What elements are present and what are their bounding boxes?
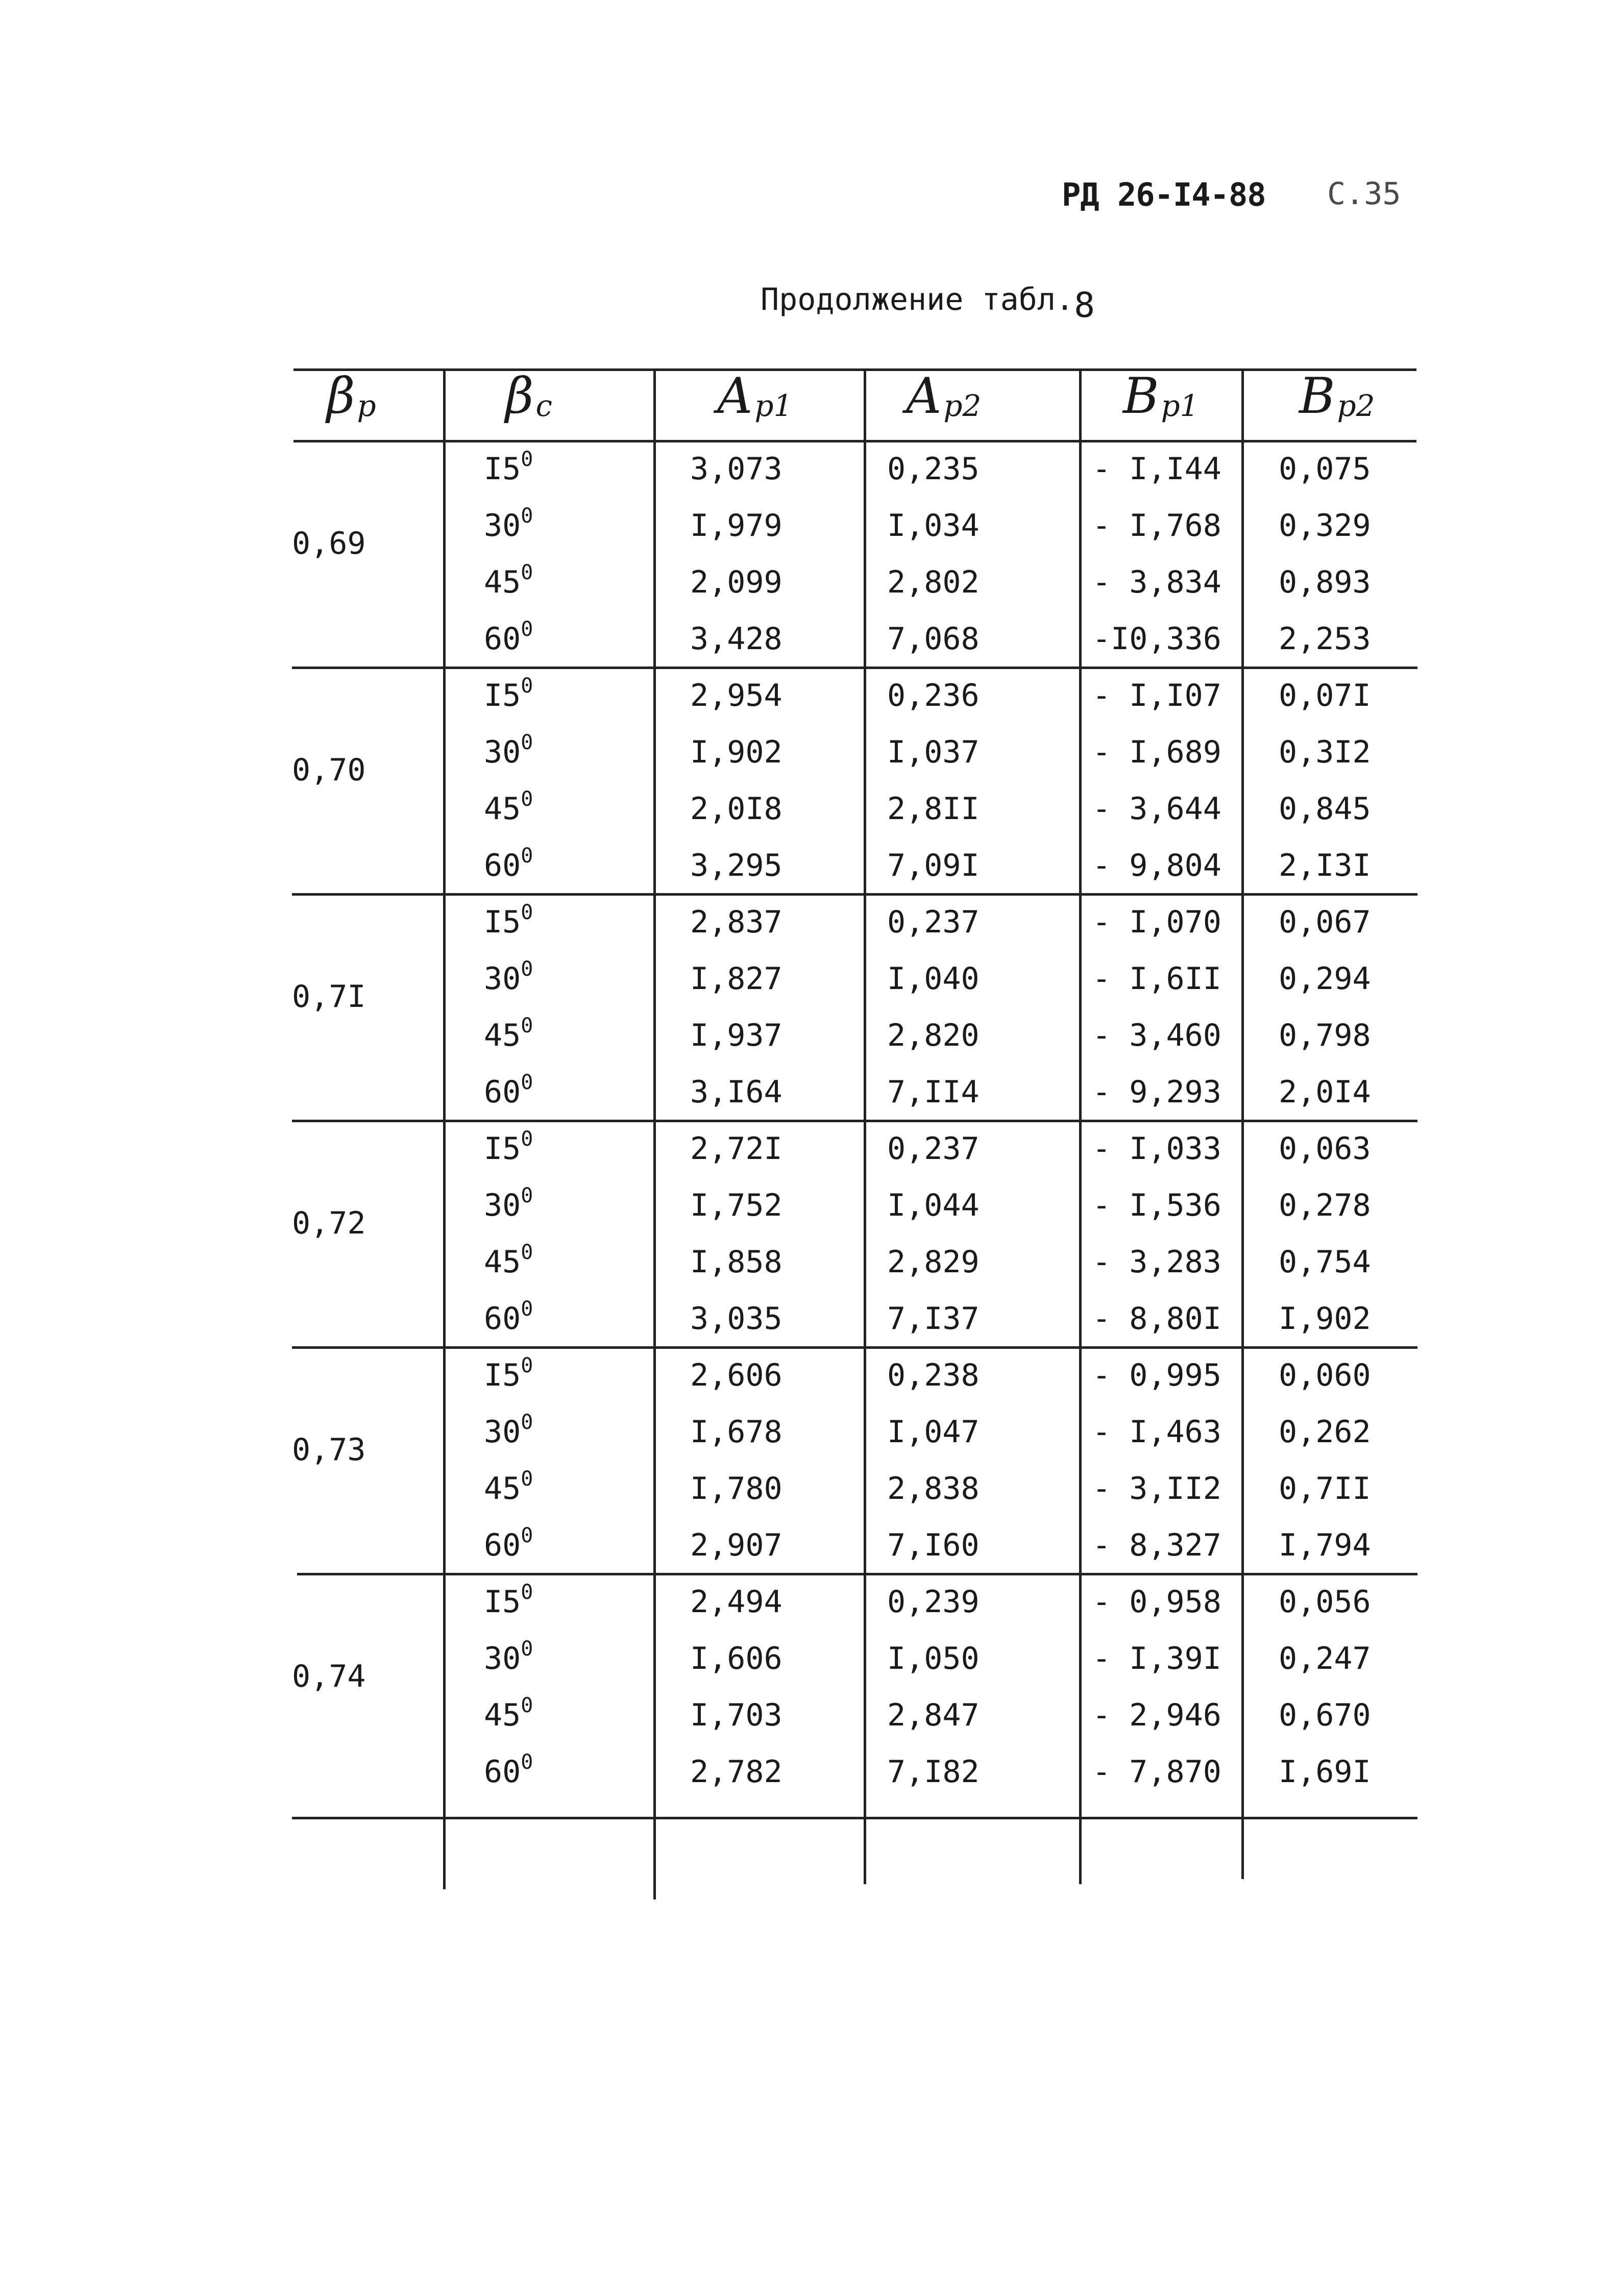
table-row — [0, 497, 1614, 553]
b-p1-cell: - I,I44 — [1092, 451, 1221, 487]
a-p2-cell: 7,09I — [887, 848, 980, 883]
beta-c-value: 30 — [484, 1641, 521, 1676]
a-p2-cell: 2,820 — [887, 1018, 980, 1053]
a-p1-cell: 3,073 — [690, 451, 782, 487]
b-p2-cell: I,69I — [1279, 1754, 1371, 1790]
table-group — [0, 440, 1614, 666]
table-bottom-border — [292, 1817, 1417, 1819]
degree-mark: 0 — [521, 1014, 533, 1038]
beta-c-cell — [484, 1750, 533, 1790]
table-group — [0, 893, 1614, 1120]
b-p1-cell: - 0,995 — [1092, 1357, 1221, 1393]
a-p2-cell: 0,236 — [887, 678, 980, 713]
beta-c-cell — [484, 1241, 533, 1280]
a-p1-cell: 2,72I — [690, 1131, 782, 1167]
beta-c-cell — [484, 674, 533, 713]
table-row — [0, 723, 1614, 780]
table-row — [0, 1573, 1614, 1630]
a-p1-cell: 3,I64 — [690, 1074, 782, 1110]
b-p2-cell: 0,075 — [1279, 451, 1371, 487]
degree-mark: 0 — [521, 618, 533, 641]
degree-mark: 0 — [521, 787, 533, 811]
degree-mark: 0 — [521, 1297, 533, 1321]
beta-c-cell — [484, 1014, 533, 1053]
b-p2-cell: 0,3I2 — [1279, 734, 1371, 770]
degree-mark: 0 — [521, 1694, 533, 1717]
a-p1-cell: I,937 — [690, 1018, 782, 1053]
beta-c-value: 45 — [484, 791, 521, 827]
b-p1-cell: - I,070 — [1092, 904, 1221, 940]
beta-c-value: 45 — [484, 1018, 521, 1053]
beta-c-value: I5 — [484, 451, 521, 487]
b-p1-cell: - I,39I — [1092, 1641, 1221, 1676]
b-p1-cell: - I,768 — [1092, 508, 1221, 544]
a-p2-cell: 7,I60 — [887, 1527, 980, 1563]
a-p1-cell: 2,494 — [690, 1584, 782, 1620]
degree-mark: 0 — [521, 1581, 533, 1604]
b-p1-cell: -I0,336 — [1092, 621, 1221, 657]
beta-c-value: I5 — [484, 904, 521, 940]
beta-c-cell — [484, 504, 533, 544]
table-row — [0, 1233, 1614, 1290]
table-row — [0, 1346, 1614, 1403]
b-p2-cell: 0,067 — [1279, 904, 1371, 940]
a-p1-cell: 2,954 — [690, 678, 782, 713]
b-p2-cell: I,902 — [1279, 1301, 1371, 1337]
degree-mark: 0 — [521, 1524, 533, 1547]
table-row — [0, 1686, 1614, 1743]
b-p1-cell: - 9,804 — [1092, 848, 1221, 883]
table-row — [0, 1120, 1614, 1176]
b-p2-cell: 2,I3I — [1279, 848, 1371, 883]
b-p1-cell: - 8,80I — [1092, 1301, 1221, 1337]
b-p1-cell: - I,033 — [1092, 1131, 1221, 1167]
table-row — [0, 666, 1614, 723]
degree-mark: 0 — [521, 1411, 533, 1434]
table-row — [0, 1006, 1614, 1063]
beta-c-value: 30 — [484, 1188, 521, 1223]
a-p1-cell: 2,782 — [690, 1754, 782, 1790]
table-row — [0, 893, 1614, 950]
beta-c-cell — [484, 1581, 533, 1620]
a-p1-cell: 2,0I8 — [690, 791, 782, 827]
beta-c-cell — [484, 1184, 533, 1223]
b-p1-cell: - 3,283 — [1092, 1244, 1221, 1280]
beta-c-cell — [484, 1297, 533, 1337]
b-p2-cell: 0,754 — [1279, 1244, 1371, 1280]
table-row — [0, 1403, 1614, 1460]
beta-p-value: 0,69 — [292, 526, 366, 561]
degree-mark: 0 — [521, 1637, 533, 1661]
beta-c-cell — [484, 448, 533, 487]
a-p1-cell: 2,907 — [690, 1527, 782, 1563]
a-p2-cell: 0,237 — [887, 1131, 980, 1167]
header-a-p1: $A_{p1}$ — [717, 367, 793, 425]
beta-p-value: 0,7I — [292, 979, 366, 1015]
b-p2-cell: 0,294 — [1279, 961, 1371, 997]
a-p2-cell: I,050 — [887, 1641, 980, 1676]
beta-c-value: 45 — [484, 1471, 521, 1507]
b-p2-cell: I,794 — [1279, 1527, 1371, 1563]
table-row — [0, 553, 1614, 610]
a-p1-cell: I,678 — [690, 1414, 782, 1450]
b-p2-cell: 0,329 — [1279, 508, 1371, 544]
b-p2-cell: 0,247 — [1279, 1641, 1371, 1676]
degree-mark: 0 — [521, 504, 533, 528]
b-p1-cell: - I,463 — [1092, 1414, 1221, 1450]
b-p2-cell: 0,893 — [1279, 564, 1371, 600]
table-group — [0, 666, 1614, 893]
b-p2-cell: 0,278 — [1279, 1188, 1371, 1223]
caption-text: Продолжение табл. — [761, 282, 1074, 317]
b-p1-cell: - 7,870 — [1092, 1754, 1221, 1790]
beta-c-cell — [484, 901, 533, 940]
beta-c-value: 60 — [484, 621, 521, 657]
b-p1-cell: - 0,958 — [1092, 1584, 1221, 1620]
b-p1-cell: - 3,460 — [1092, 1018, 1221, 1053]
beta-c-cell — [484, 1411, 533, 1450]
page-number: С.35 — [1327, 176, 1401, 212]
a-p1-cell: I,858 — [690, 1244, 782, 1280]
beta-c-value: 60 — [484, 1527, 521, 1563]
b-p2-cell: 0,845 — [1279, 791, 1371, 827]
a-p2-cell: I,044 — [887, 1188, 980, 1223]
a-p1-cell: I,979 — [690, 508, 782, 544]
degree-mark: 0 — [521, 901, 533, 924]
a-p2-cell: I,047 — [887, 1414, 980, 1450]
beta-c-value: 60 — [484, 1754, 521, 1790]
b-p2-cell: 0,07I — [1279, 678, 1371, 713]
header-beta-c: $\beta_c$ — [505, 367, 552, 425]
degree-mark: 0 — [521, 1750, 533, 1774]
beta-p-value: 0,74 — [292, 1659, 366, 1694]
b-p1-cell: - 3,644 — [1092, 791, 1221, 827]
beta-c-cell — [484, 1694, 533, 1733]
a-p1-cell: 3,035 — [690, 1301, 782, 1337]
a-p2-cell: 2,829 — [887, 1244, 980, 1280]
beta-c-value: 45 — [484, 1697, 521, 1733]
a-p2-cell: 0,238 — [887, 1357, 980, 1393]
header-beta-p: $\beta_p$ — [327, 367, 376, 425]
header-b-p1: $B_{p1}$ — [1123, 367, 1199, 425]
b-p2-cell: 0,056 — [1279, 1584, 1371, 1620]
a-p2-cell: 2,8II — [887, 791, 980, 827]
table-top-border — [294, 368, 1416, 371]
beta-c-value: 60 — [484, 1074, 521, 1110]
beta-c-cell — [484, 957, 533, 997]
table-row — [0, 1290, 1614, 1346]
beta-c-value: I5 — [484, 1584, 521, 1620]
b-p2-cell: 0,060 — [1279, 1357, 1371, 1393]
a-p2-cell: 7,II4 — [887, 1074, 980, 1110]
table-row — [0, 950, 1614, 1006]
a-p2-cell: 0,239 — [887, 1584, 980, 1620]
a-p1-cell: I,827 — [690, 961, 782, 997]
a-p1-cell: 2,606 — [690, 1357, 782, 1393]
degree-mark: 0 — [521, 1184, 533, 1207]
document-code: РД 26-I4-88 — [1062, 176, 1266, 213]
a-p2-cell: I,040 — [887, 961, 980, 997]
a-p1-cell: I,606 — [690, 1641, 782, 1676]
degree-mark: 0 — [521, 674, 533, 698]
beta-c-cell — [484, 787, 533, 827]
b-p1-cell: - 3,834 — [1092, 564, 1221, 600]
b-p2-cell: 0,063 — [1279, 1131, 1371, 1167]
degree-mark: 0 — [521, 561, 533, 584]
beta-c-cell — [484, 1127, 533, 1167]
a-p1-cell: I,902 — [690, 734, 782, 770]
b-p2-cell: 0,798 — [1279, 1018, 1371, 1053]
beta-c-value: I5 — [484, 1131, 521, 1167]
a-p1-cell: 2,099 — [690, 564, 782, 600]
beta-c-cell — [484, 1637, 533, 1676]
table-row — [0, 1743, 1614, 1799]
beta-c-value: 30 — [484, 1414, 521, 1450]
degree-mark: 0 — [521, 1071, 533, 1094]
table-row — [0, 1063, 1614, 1120]
a-p2-cell: 2,802 — [887, 564, 980, 600]
table-group — [0, 1120, 1614, 1346]
beta-c-value: 45 — [484, 1244, 521, 1280]
a-p2-cell: 2,847 — [887, 1697, 980, 1733]
b-p2-cell: 2,0I4 — [1279, 1074, 1371, 1110]
beta-c-cell — [484, 1524, 533, 1563]
b-p2-cell: 2,253 — [1279, 621, 1371, 657]
table-row — [0, 1460, 1614, 1516]
beta-c-value: 60 — [484, 1301, 521, 1337]
a-p1-cell: 3,295 — [690, 848, 782, 883]
beta-c-value: 30 — [484, 961, 521, 997]
beta-p-value: 0,73 — [292, 1432, 366, 1468]
b-p2-cell: 0,262 — [1279, 1414, 1371, 1450]
beta-p-value: 0,70 — [292, 752, 366, 788]
a-p1-cell: 3,428 — [690, 621, 782, 657]
beta-c-cell — [484, 1467, 533, 1507]
degree-mark: 0 — [521, 844, 533, 868]
beta-c-value: I5 — [484, 678, 521, 713]
b-p1-cell: - I,6II — [1092, 961, 1221, 997]
table-row — [0, 836, 1614, 893]
header-b-p2: $B_{p2}$ — [1299, 367, 1375, 425]
b-p1-cell: - I,689 — [1092, 734, 1221, 770]
table-group — [0, 1573, 1614, 1799]
degree-mark: 0 — [521, 1241, 533, 1264]
beta-p-value: 0,72 — [292, 1205, 366, 1241]
beta-c-value: 30 — [484, 508, 521, 544]
degree-mark: 0 — [521, 1467, 533, 1491]
a-p2-cell: I,034 — [887, 508, 980, 544]
a-p1-cell: 2,837 — [690, 904, 782, 940]
table-caption — [761, 278, 1095, 326]
beta-c-value: 60 — [484, 848, 521, 883]
beta-c-value: I5 — [484, 1357, 521, 1393]
b-p1-cell: - 3,II2 — [1092, 1471, 1221, 1507]
a-p2-cell: 7,I37 — [887, 1301, 980, 1337]
b-p2-cell: 0,7II — [1279, 1471, 1371, 1507]
table-row — [0, 780, 1614, 836]
beta-c-value: 45 — [484, 564, 521, 600]
degree-mark: 0 — [521, 448, 533, 471]
a-p1-cell: I,703 — [690, 1697, 782, 1733]
header-a-p2: $A_{p2}$ — [906, 367, 982, 425]
b-p1-cell: - 8,327 — [1092, 1527, 1221, 1563]
beta-c-cell — [484, 618, 533, 657]
b-p1-cell: - I,536 — [1092, 1188, 1221, 1223]
b-p1-cell: - 2,946 — [1092, 1697, 1221, 1733]
beta-c-cell — [484, 561, 533, 600]
degree-mark: 0 — [521, 1354, 533, 1377]
a-p2-cell: 0,235 — [887, 451, 980, 487]
beta-c-cell — [484, 1354, 533, 1393]
degree-mark: 0 — [521, 731, 533, 754]
degree-mark: 0 — [521, 1127, 533, 1151]
b-p1-cell: - I,I07 — [1092, 678, 1221, 713]
a-p1-cell: I,752 — [690, 1188, 782, 1223]
table-row — [0, 440, 1614, 497]
degree-mark: 0 — [521, 957, 533, 981]
beta-c-cell — [484, 731, 533, 770]
table-row — [0, 610, 1614, 666]
a-p1-cell: I,780 — [690, 1471, 782, 1507]
beta-c-cell — [484, 844, 533, 883]
table-row — [0, 1176, 1614, 1233]
a-p2-cell: 7,I82 — [887, 1754, 980, 1790]
table-group — [0, 1346, 1614, 1573]
a-p2-cell: I,037 — [887, 734, 980, 770]
table-row — [0, 1630, 1614, 1686]
caption-table-number: 8 — [1074, 285, 1095, 326]
b-p2-cell: 0,670 — [1279, 1697, 1371, 1733]
beta-c-cell — [484, 1071, 533, 1110]
a-p2-cell: 2,838 — [887, 1471, 980, 1507]
b-p1-cell: - 9,293 — [1092, 1074, 1221, 1110]
a-p2-cell: 0,237 — [887, 904, 980, 940]
a-p2-cell: 7,068 — [887, 621, 980, 657]
table-row — [0, 1516, 1614, 1573]
beta-c-value: 30 — [484, 734, 521, 770]
